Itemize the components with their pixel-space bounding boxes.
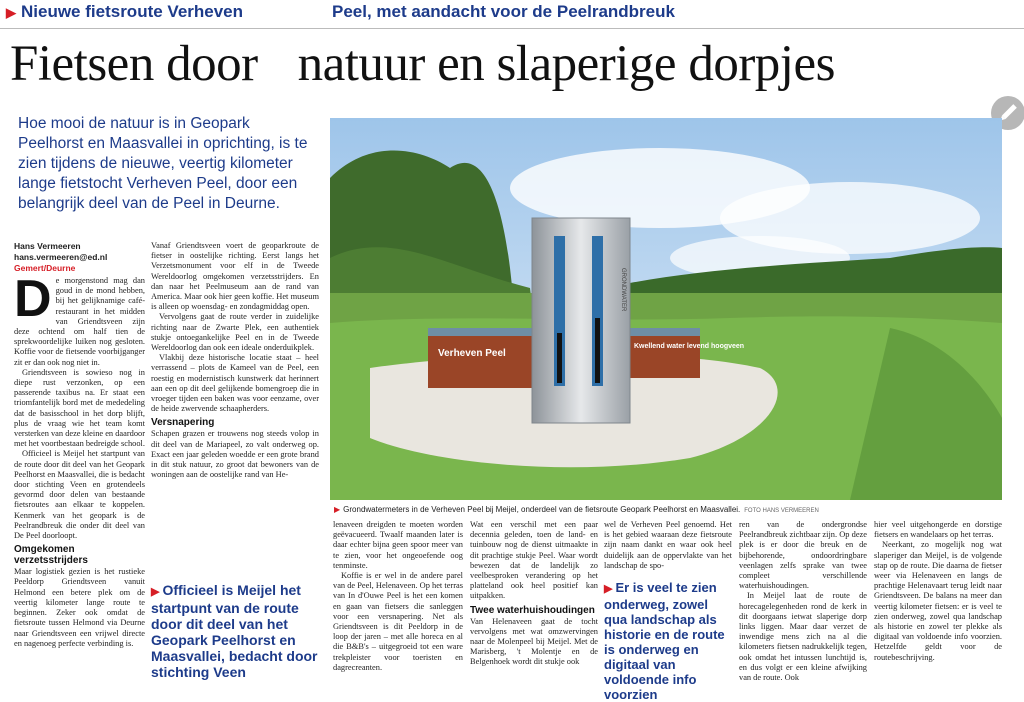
section-kicker-right: Peel, met aandacht voor de Peelrandbreuk <box>332 2 675 21</box>
byline <box>14 241 144 262</box>
dateline: Gemert/Deurne <box>14 263 76 273</box>
body-column-2 <box>151 241 319 575</box>
paragraph: Koffie is er wel in de andere parel van de Peel, Helenaveen. Op het terras van In d'Ouwe Peel is het een komen en gaan van fietsers die sanleggen voor een versnapering. Net als Griendtsveen is dit Peeldorp in de loop der jaren – met alle horeca en al die B&B's – uitgegroeid tot een ware trekpleister voor toeristen en dagrecreanten. <box>333 571 463 672</box>
paragraph: Vervolgens gaat de route verder in zuidelijke richting naar de Zwarte Plek, een authentiek stukje ontoegankelijke Peel en in de Tweede Wereldoorlog dan ook een ideale onderduikplek. <box>151 312 319 353</box>
paragraph: Officieel is Meijel het startpunt van de route door dit deel van het Geopark Peelhorst en Maasvallei, die is bedacht door stichting Veen en grotendeels gevormd door delen van bestaande fietsroutes aan elkaar te koppelen. Kenmerk van het geopark is de Peelrandbreuk die onder dit deel van De Peel doorloopt. <box>14 449 145 541</box>
paragraph: Van Helenaveen gaat de tocht vervolgens met wat omzwervingen naar de Molenpeel bij Meijel. Met de Marisberg, 't Molentje en de Belgenhoek wordt dit stukje ook <box>470 616 598 667</box>
paragraph: In Meijel laat de route de horecagelegenheden rond de kerk in dit doorgaans ietwat slaperige dorp links liggen. Maar daar verzet de inwendige mens zich na al die kilometers fietsen nadrukkelijk tegen, ook omdat het intussen lunchtijd is, en dus volgt er een kleine afwijking van de route. Ook <box>739 591 867 683</box>
paragraph: Maar logistiek gezien is het rustieke Peeldorp Griendtsveen vanuit Helmond een betere plek om de veertig kilometer lange route te beginnen. Zeker ook omdat de fietsroute tussen Helmond via Deurne naar Griendtsveen een vrijwel directe en nagenoeg perfecte verbinding is. <box>14 567 145 648</box>
caption-text: Grondwatermeters in de Verheven Peel bij Meijel, onderdeel van de fietsroute Geopark Peelhorst en Maasvallei. <box>343 505 741 514</box>
landscape-photo <box>330 118 1002 500</box>
dropcap: D <box>14 276 52 328</box>
pull-quote-1 <box>151 582 321 680</box>
subheading: Omgekomen verzetsstrijders <box>14 544 88 567</box>
bullet-arrow-icon: ▶ <box>151 586 160 598</box>
body-column-4 <box>470 520 598 696</box>
top-divider <box>0 28 1024 29</box>
subheading: Versnapering <box>151 417 215 429</box>
sign-left-label: Verheven Peel <box>438 348 506 359</box>
bullet-arrow-icon: ▶ <box>6 5 16 20</box>
article-headline <box>10 36 1020 92</box>
paragraph: Neerkant, zo mogelijk nog wat slaperiger dan Meijel, is de volgende stap op de route. Die daarna de fietser weer via Helenaveen en langs de prachtige Helenavaart terug leidt naar Griendtsveen. De balans na meer dan veertig kilometer fietsen: er is veel te zien onderweg, zowel qua landschap als historie en zowel ter plekke als digitaal van voldoende info voorzien. Hetzelfde geldt voor de routebeschrijving. <box>874 540 1002 662</box>
bullet-arrow-icon: ▶ <box>604 583 613 595</box>
bullet-arrow-icon: ▶ <box>334 505 341 514</box>
body-column-7 <box>874 520 1002 696</box>
headline-part-2: natuur en slaperige dorpjes <box>297 36 835 92</box>
author-email[interactable]: hans.vermeeren@ed.nl <box>14 251 108 262</box>
paragraph: hier veel uitgehongerde en dorstige fietsers en wandelaars op het terras. <box>874 520 1002 540</box>
paragraph: Wat een verschil met een paar decennia geleden, toen de land- en tuinbouw nog de dienst uitmaakte in dit prachtige stukje Peel. Waar wordt bewezen dat de landelijk zo veelbesproken verandering op het platteland ook heel positief kan uitpakken. <box>470 520 598 601</box>
pull-quote-2 <box>604 580 734 702</box>
subheading: Twee waterhuishoudingen <box>470 604 595 616</box>
paragraph: Vanaf Griendtsveen voert de geoparkroute de fietser in oostelijke richting. Eerst langs het Verzetsmonument voor elf in de Tweede Wereldoorlog omgekomen verzetsstrijders. En dan naar het Peelmuseum aan de rand van America. Maar ook hier geen koffie. Het museum is alleen op woensdag- en zondagmiddag open. <box>151 241 319 312</box>
photo-caption <box>334 505 1004 514</box>
paragraph: lenaveen dreigden te moeten worden geëvacueerd. Twaalf maanden later is daar echter bijna geen spoor meer van te zien, voor het ongeoefende oog tenminste. <box>333 520 463 570</box>
paragraph: wel de Verheven Peel genoemd. Het is het gebied waaraan deze fietsroute zijn naam dankt en waar ook heel duidelijk aan de oppervlakte van het landschap de spo- <box>604 520 732 570</box>
kicker-left-text: Nieuwe fietsroute Verheven <box>21 2 244 21</box>
body-column-6 <box>739 520 867 696</box>
article-lead: Hoe mooi de natuur is in Geopark Peelhorst en Maasvallei in oprichting, is te zien tijdens de nieuwe, veertig kilometer lange fietstocht Verheven Peel, door een belangrijk deel van de Peel in Deurne. <box>18 115 308 212</box>
paragraph: Schapen grazen er trouwens nog steeds volop in dit deel van de Mariapeel, zo valt onderweg op. Exact een jaar geleden woedde er een grote brand in dit stuk natuur, zo groot dat bewoners van de woningen aan de oostelijke rand van He- <box>151 429 319 480</box>
photo-credit: FOTO HANS VERMEEREN <box>744 508 819 514</box>
section-kicker-left <box>6 2 243 22</box>
paragraph: ren van de ondergrondse Peelrandbreuk zichtbaar zijn. Op deze plek is er door die breuk en de bijbehorende, ondoordringbare veenlagen zelfs sprake van twee compleet verschillende waterhuishoudingen. <box>739 520 867 591</box>
headline-part-1: Fietsen door <box>10 36 258 92</box>
body-column-1 <box>14 276 145 694</box>
paragraph: Vlakbij deze historische locatie staat – heel verrassend – plots de Kameel van de Peel, een roestig en modernistisch kunstwerk dat herinnert aan een op dit deel gelijkende bomengroep die in vroeger tijden een baken was voor eenzame, over de heide zwervende schaapherders. <box>151 353 319 414</box>
article-photo <box>330 118 1002 500</box>
column-label: GRONDWATER <box>620 268 626 312</box>
paragraph: e morgenstond mag dan goud in de mond hebben, bij het gelijknamige café-restaurant in het midden van Griendtsveen zijn deze ochtend om half tien de sprekwoordelijke luiken nog gesloten. Koffie voor de fietsende voorbijganger zit er dan ook nog niet in. <box>14 276 145 367</box>
sign-right-label: Kwellend water levend hoogveen <box>634 343 745 350</box>
body-column-3 <box>333 520 463 696</box>
paragraph: Griendtsveen is sowieso nog in diepe rust verzonken, op een passerende taxibus na. Er staat een triomfantelijk bord met de mededeling dat de basisschool in het dorp blijft, plus de vraag wie het team komt versterken van deze kleine en daardoor met het voortbestaan bedreigde school. <box>14 367 145 449</box>
pull-quote-text: Er is veel te zien onderweg, zowel qua landschap als historie en de route is onderweg en digitaal van voldoende info voorzien <box>604 580 725 702</box>
body-column-5 <box>604 520 732 576</box>
author-name: Hans Vermeeren <box>14 241 81 251</box>
pull-quote-text: Officieel is Meijel het startpunt van de route door dit deel van het Geopark Peelhorst en Maasvallei, bedacht door stichting Veen <box>151 582 318 680</box>
